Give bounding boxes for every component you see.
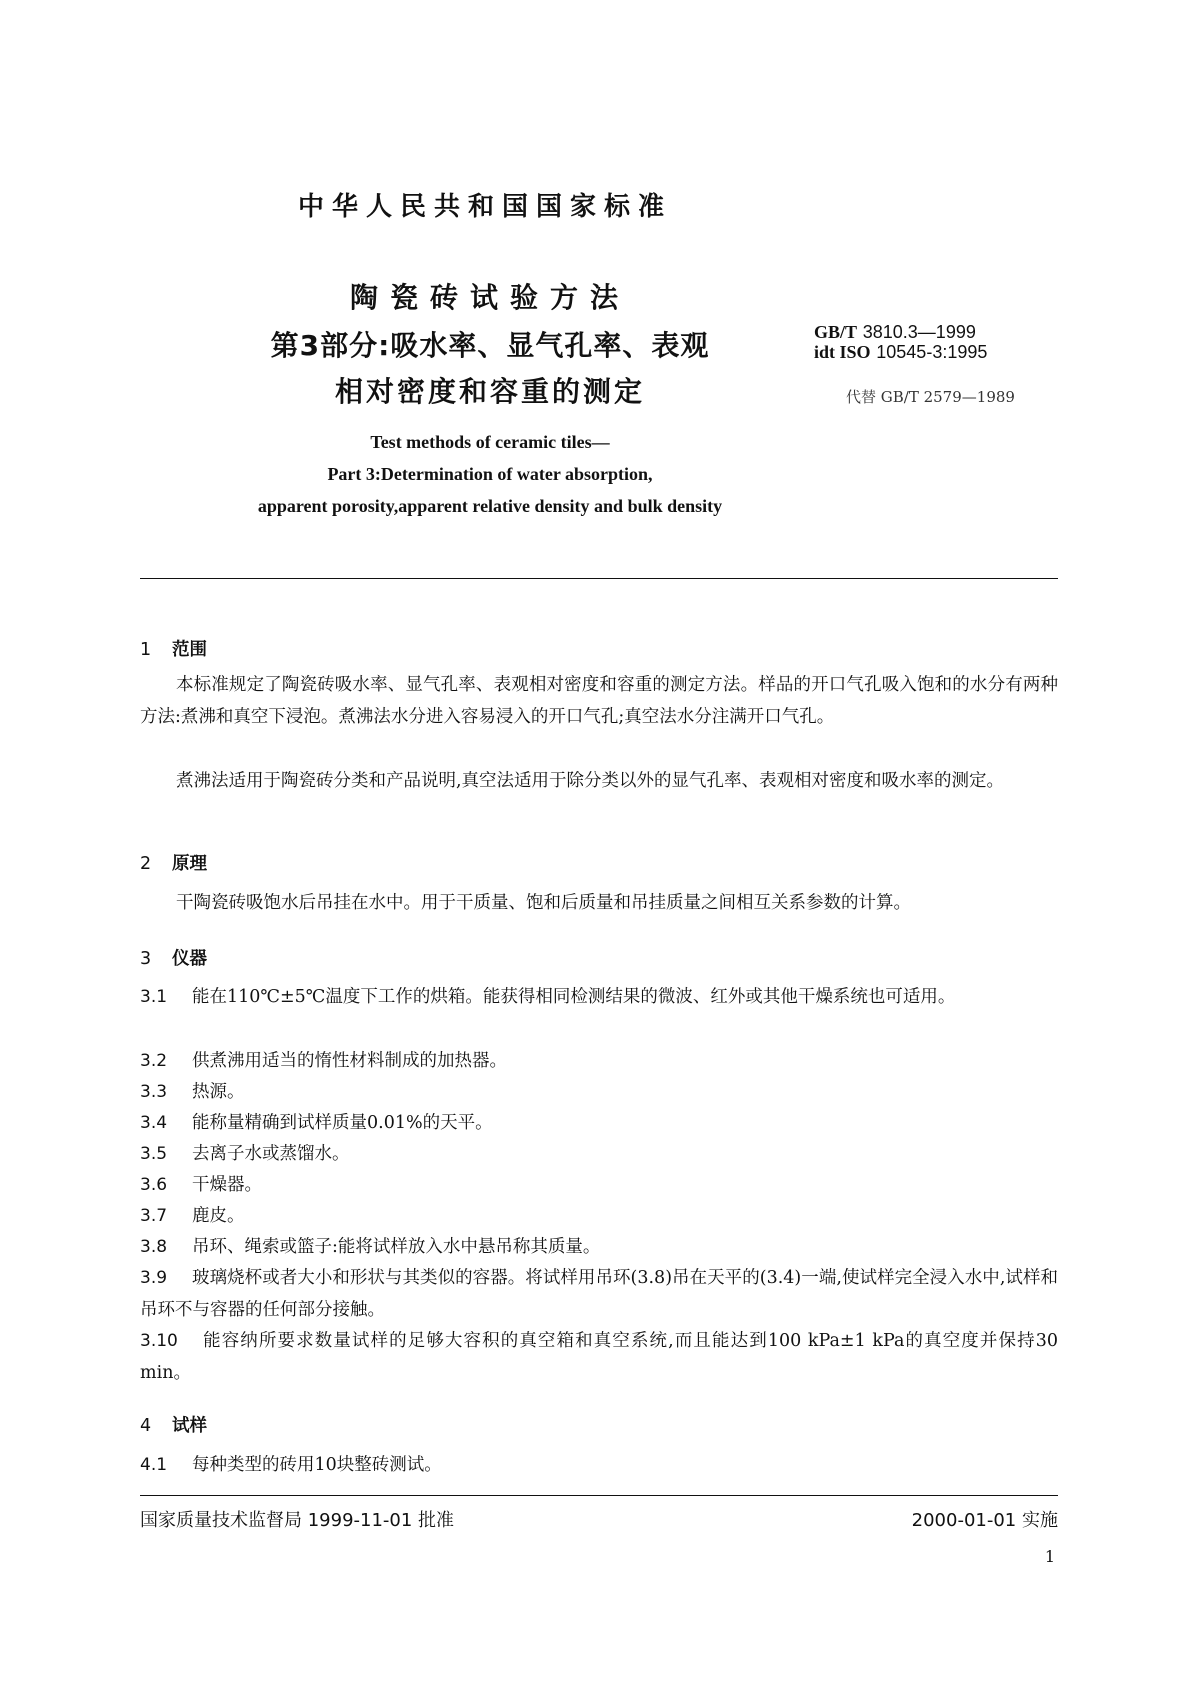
item-3-4-text: 能称量精确到试样质量0.01%的天平。 (192, 1113, 493, 1133)
title-cn-line-1: 陶瓷砖试验方法 (349, 281, 630, 314)
item-3-8-text: 吊环、绳索或篮子:能将试样放入水中悬吊称其质量。 (192, 1237, 601, 1257)
item-3-7 (140, 1201, 1058, 1233)
title-en-line-1: Test methods of ceramic tiles— (370, 432, 610, 452)
section-2-heading (140, 850, 207, 875)
section-2-paragraph-1: 干陶瓷砖吸饱水后吊挂在水中。用于干质量、饱和后质量和吊挂质量之间相互关系参数的计算。 (176, 893, 911, 913)
standard-number (814, 322, 976, 343)
item-3-8 (140, 1232, 1058, 1264)
item-3-9-number: 3.9 (140, 1268, 168, 1288)
item-4-1-text: 每种类型的砖用10块整砖测试。 (192, 1455, 442, 1475)
section-1-heading (140, 636, 207, 661)
item-3-2-text: 供煮沸用适当的惰性材料制成的加热器。 (192, 1051, 507, 1071)
item-3-9 (140, 1263, 1058, 1326)
item-3-9-text: 玻璃烧杯或者大小和形状与其类似的容器。将试样用吊环(3.8)吊在天平的(3.4)一端,使试样完全浸入水中,试样和吊环不与容器的任何部分接触。 (140, 1268, 1058, 1320)
item-3-5 (140, 1139, 1058, 1171)
item-3-2 (140, 1046, 1058, 1078)
section-1-title: 范围 (172, 640, 207, 660)
header-divider (140, 578, 1058, 579)
footer-effective-date: 2000-01-01 实施 (911, 1510, 1058, 1531)
footer-divider (140, 1495, 1058, 1496)
section-1-number: 1 (140, 640, 152, 660)
section-2-number: 2 (140, 854, 152, 874)
item-3-6 (140, 1170, 1058, 1202)
section-3-number: 3 (140, 949, 152, 969)
item-3-2-number: 3.2 (140, 1051, 168, 1071)
item-3-7-number: 3.7 (140, 1206, 168, 1226)
item-3-7-text: 鹿皮。 (192, 1206, 245, 1226)
title-en-line-3: apparent porosity,apparent relative density and bulk density (257, 496, 723, 516)
item-3-10-number: 3.10 (140, 1331, 178, 1351)
item-3-3 (140, 1077, 1058, 1109)
item-3-1-text: 能在110℃±5℃温度下工作的烘箱。能获得相同检测结果的微波、红外或其他干燥系统也可适用。 (192, 987, 956, 1007)
section-2-title: 原理 (172, 854, 207, 874)
standard-idt (814, 342, 987, 363)
idt-label: idt ISO (814, 342, 871, 362)
standard-replaces: 代替 GB/T 2579—1989 (846, 388, 1015, 406)
idt-number: 10545-3:1995 (876, 342, 988, 362)
section-3-heading (140, 945, 207, 970)
section-4-title: 试样 (172, 1416, 207, 1436)
item-3-5-number: 3.5 (140, 1144, 168, 1164)
item-4-1 (140, 1450, 1058, 1482)
item-3-10-text: 能容纳所要求数量试样的足够大容积的真空箱和真空系统,而且能达到100 kPa±1 kPa的真空度并保持30 min。 (140, 1331, 1058, 1383)
item-3-3-number: 3.3 (140, 1082, 168, 1102)
masthead: 中华人民共和国国家标准 (297, 192, 672, 222)
item-3-10 (140, 1326, 1058, 1389)
footer-approval: 国家质量技术监督局 1999-11-01 批准 (140, 1510, 455, 1531)
item-3-3-text: 热源。 (192, 1082, 245, 1102)
item-3-4-number: 3.4 (140, 1113, 168, 1133)
title-cn-line-3: 相对密度和容重的测定 (334, 375, 645, 408)
section-4-heading (140, 1412, 207, 1437)
standard-code: GB/T (814, 322, 858, 342)
standard-code-number: 3810.3—1999 (862, 322, 976, 342)
section-4-number: 4 (140, 1416, 152, 1436)
item-3-6-text: 干燥器。 (192, 1175, 262, 1195)
item-3-6-number: 3.6 (140, 1175, 168, 1195)
title-cn-line-2: 第3部分:吸水率、显气孔率、表观 (270, 329, 710, 362)
title-en-line-2: Part 3:Determination of water absorption, (327, 464, 653, 484)
item-3-4 (140, 1108, 1058, 1140)
section-3-title: 仪器 (172, 949, 207, 969)
page-number: 1 (1044, 1547, 1055, 1566)
item-4-1-number: 4.1 (140, 1455, 168, 1475)
item-3-1 (140, 982, 1058, 1014)
item-3-5-text: 去离子水或蒸馏水。 (192, 1144, 350, 1164)
item-3-8-number: 3.8 (140, 1237, 168, 1257)
item-3-1-number: 3.1 (140, 987, 168, 1007)
section-1-paragraph-2: 煮沸法适用于陶瓷砖分类和产品说明,真空法适用于除分类以外的显气孔率、表观相对密度和吸水率的测定。 (176, 771, 1005, 791)
section-1-paragraph-1: 本标准规定了陶瓷砖吸水率、显气孔率、表观相对密度和容重的测定方法。样品的开口气孔吸入饱和的水分有两种方法:煮沸和真空下浸泡。煮沸法水分进入容易浸入的开口气孔;真空法水分注满开口气孔。 (140, 675, 1058, 727)
